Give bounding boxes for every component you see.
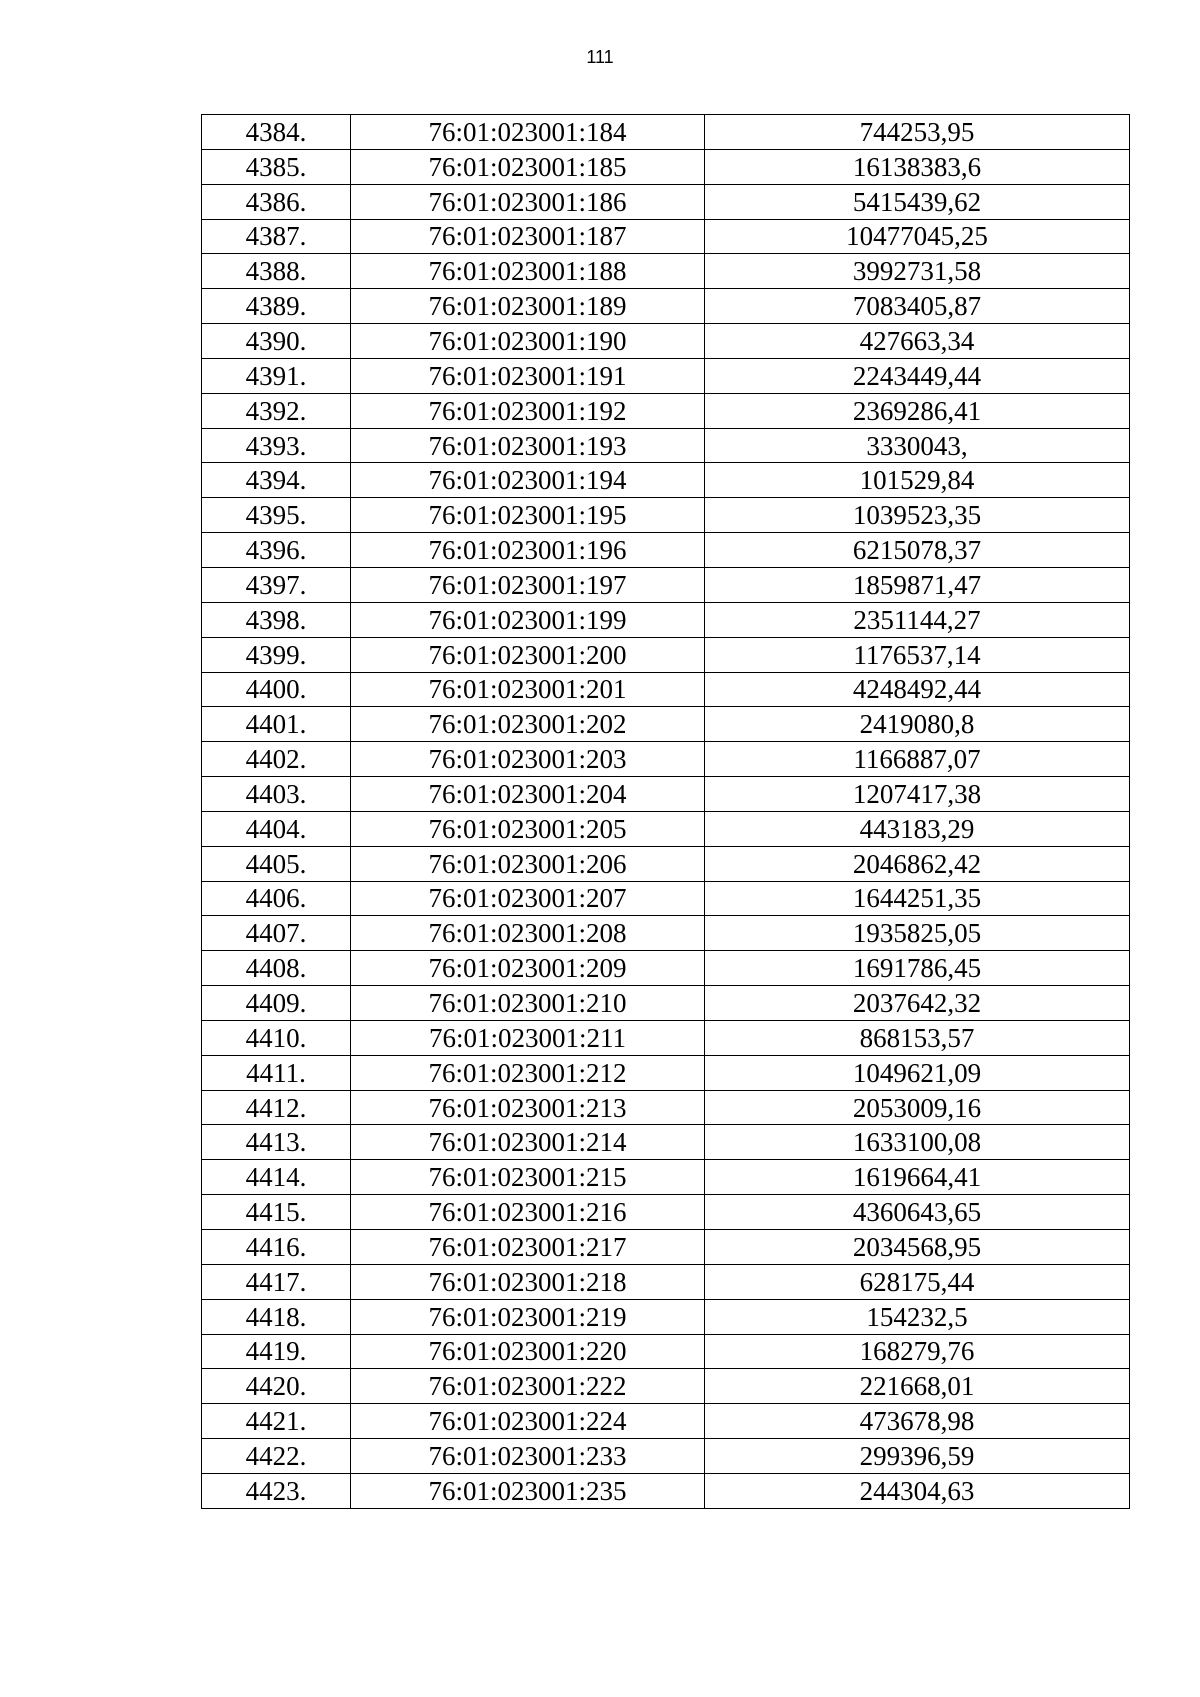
row-number-cell: 4412. [202,1090,351,1125]
table-row [202,846,1130,881]
cadastral-number-cell: 76:01:023001:207 [351,881,705,916]
cadastral-number-cell: 76:01:023001:192 [351,393,705,428]
table-row [202,498,1130,533]
cadastral-value-cell: 1691786,45 [705,951,1130,986]
cadastral-number-cell: 76:01:023001:187 [351,219,705,254]
cadastral-number-cell: 76:01:023001:220 [351,1334,705,1369]
row-number-cell: 4391. [202,358,351,393]
row-number-cell: 4408. [202,951,351,986]
cadastral-number-cell: 76:01:023001:205 [351,811,705,846]
cadastral-value-cell: 2046862,42 [705,846,1130,881]
cadastral-number-cell: 76:01:023001:218 [351,1264,705,1299]
cadastral-number-cell: 76:01:023001:216 [351,1195,705,1230]
cadastral-value-cell: 443183,29 [705,811,1130,846]
table-row [202,986,1130,1021]
row-number-cell: 4392. [202,393,351,428]
cadastral-value-cell: 168279,76 [705,1334,1130,1369]
cadastral-number-cell: 76:01:023001:203 [351,742,705,777]
cadastral-value-cell: 744253,95 [705,115,1130,150]
cadastral-number-cell: 76:01:023001:217 [351,1230,705,1265]
table-row [202,358,1130,393]
table-row [202,149,1130,184]
cadastral-number-cell: 76:01:023001:210 [351,986,705,1021]
cadastral-number-cell: 76:01:023001:201 [351,672,705,707]
table-row [202,324,1130,359]
cadastral-number-cell: 76:01:023001:213 [351,1090,705,1125]
row-number-cell: 4415. [202,1195,351,1230]
cadastral-number-cell: 76:01:023001:196 [351,533,705,568]
cadastral-number-cell: 76:01:023001:224 [351,1404,705,1439]
row-number-cell: 4405. [202,846,351,881]
cadastral-number-cell: 76:01:023001:190 [351,324,705,359]
cadastral-number-cell: 76:01:023001:211 [351,1020,705,1055]
table-row [202,951,1130,986]
cadastral-value-cell: 1207417,38 [705,777,1130,812]
cadastral-number-cell: 76:01:023001:219 [351,1299,705,1334]
page-number: 111 [586,47,614,67]
table-row [202,184,1130,219]
cadastral-value-cell: 1859871,47 [705,567,1130,602]
table-row [202,1020,1130,1055]
cadastral-value-cell: 7083405,87 [705,289,1130,324]
cadastral-value-cell: 1935825,05 [705,916,1130,951]
row-number-cell: 4403. [202,777,351,812]
row-number-cell: 4406. [202,881,351,916]
row-number-cell: 4385. [202,149,351,184]
cadastral-value-table [201,114,1130,1509]
table-row [202,1439,1130,1474]
cadastral-number-cell: 76:01:023001:191 [351,358,705,393]
cadastral-value-cell: 473678,98 [705,1404,1130,1439]
cadastral-number-cell: 76:01:023001:199 [351,602,705,637]
cadastral-number-cell: 76:01:023001:222 [351,1369,705,1404]
row-number-cell: 4396. [202,533,351,568]
cadastral-value-cell: 1633100,08 [705,1125,1130,1160]
row-number-cell: 4417. [202,1264,351,1299]
cadastral-value-cell: 427663,34 [705,324,1130,359]
cadastral-number-cell: 76:01:023001:186 [351,184,705,219]
cadastral-value-cell: 1049621,09 [705,1055,1130,1090]
cadastral-number-cell: 76:01:023001:194 [351,463,705,498]
table-row [202,1055,1130,1090]
row-number-cell: 4393. [202,428,351,463]
cadastral-number-cell: 76:01:023001:195 [351,498,705,533]
row-number-cell: 4409. [202,986,351,1021]
table-row [202,463,1130,498]
table-row [202,1299,1130,1334]
cadastral-number-cell: 76:01:023001:193 [351,428,705,463]
table-row [202,254,1130,289]
table-row [202,777,1130,812]
row-number-cell: 4421. [202,1404,351,1439]
cadastral-number-cell: 76:01:023001:212 [351,1055,705,1090]
cadastral-value-cell: 2369286,41 [705,393,1130,428]
table-row [202,881,1130,916]
cadastral-value-cell: 2243449,44 [705,358,1130,393]
table-row [202,533,1130,568]
cadastral-value-cell: 3992731,58 [705,254,1130,289]
table-row [202,916,1130,951]
table-row [202,428,1130,463]
row-number-cell: 4413. [202,1125,351,1160]
row-number-cell: 4420. [202,1369,351,1404]
cadastral-value-cell: 2351144,27 [705,602,1130,637]
row-number-cell: 4411. [202,1055,351,1090]
table-row [202,115,1130,150]
table-row [202,219,1130,254]
table-row [202,1195,1130,1230]
row-number-cell: 4400. [202,672,351,707]
table-row [202,1264,1130,1299]
row-number-cell: 4397. [202,567,351,602]
cadastral-number-cell: 76:01:023001:184 [351,115,705,150]
table-row [202,672,1130,707]
row-number-cell: 4387. [202,219,351,254]
cadastral-number-cell: 76:01:023001:188 [351,254,705,289]
row-number-cell: 4394. [202,463,351,498]
cadastral-number-cell: 76:01:023001:204 [351,777,705,812]
row-number-cell: 4386. [202,184,351,219]
cadastral-number-cell: 76:01:023001:209 [351,951,705,986]
row-number-cell: 4423. [202,1473,351,1508]
cadastral-number-cell: 76:01:023001:208 [351,916,705,951]
cadastral-value-cell: 1176537,14 [705,637,1130,672]
cadastral-number-cell: 76:01:023001:233 [351,1439,705,1474]
cadastral-value-cell: 628175,44 [705,1264,1130,1299]
table-row [202,637,1130,672]
cadastral-value-cell: 154232,5 [705,1299,1130,1334]
cadastral-value-cell: 1644251,35 [705,881,1130,916]
cadastral-number-cell: 76:01:023001:185 [351,149,705,184]
row-number-cell: 4418. [202,1299,351,1334]
row-number-cell: 4398. [202,602,351,637]
table-row [202,289,1130,324]
row-number-cell: 4389. [202,289,351,324]
row-number-cell: 4399. [202,637,351,672]
row-number-cell: 4384. [202,115,351,150]
cadastral-value-cell: 4248492,44 [705,672,1130,707]
row-number-cell: 4407. [202,916,351,951]
row-number-cell: 4388. [202,254,351,289]
table-row [202,567,1130,602]
cadastral-value-cell: 5415439,62 [705,184,1130,219]
cadastral-value-cell: 1619664,41 [705,1160,1130,1195]
table-row [202,1160,1130,1195]
table-row [202,742,1130,777]
cadastral-value-cell: 3330043, [705,428,1130,463]
table-row [202,707,1130,742]
cadastral-value-cell: 2034568,95 [705,1230,1130,1265]
table-row [202,1334,1130,1369]
cadastral-value-cell: 2419080,8 [705,707,1130,742]
cadastral-number-cell: 76:01:023001:197 [351,567,705,602]
row-number-cell: 4410. [202,1020,351,1055]
table-row [202,1125,1130,1160]
cadastral-number-cell: 76:01:023001:215 [351,1160,705,1195]
table-row [202,1369,1130,1404]
cadastral-number-cell: 76:01:023001:200 [351,637,705,672]
table-row [202,1230,1130,1265]
cadastral-value-cell: 2037642,32 [705,986,1130,1021]
cadastral-value-cell: 299396,59 [705,1439,1130,1474]
row-number-cell: 4401. [202,707,351,742]
row-number-cell: 4416. [202,1230,351,1265]
row-number-cell: 4404. [202,811,351,846]
row-number-cell: 4414. [202,1160,351,1195]
cadastral-value-cell: 1166887,07 [705,742,1130,777]
cadastral-value-cell: 221668,01 [705,1369,1130,1404]
cadastral-value-cell: 2053009,16 [705,1090,1130,1125]
row-number-cell: 4390. [202,324,351,359]
row-number-cell: 4419. [202,1334,351,1369]
cadastral-value-cell: 1039523,35 [705,498,1130,533]
cadastral-value-cell: 10477045,25 [705,219,1130,254]
table-row [202,602,1130,637]
cadastral-value-cell: 16138383,6 [705,149,1130,184]
table-row [202,1473,1130,1508]
cadastral-value-cell: 6215078,37 [705,533,1130,568]
cadastral-number-cell: 76:01:023001:206 [351,846,705,881]
cadastral-number-cell: 76:01:023001:202 [351,707,705,742]
cadastral-value-cell: 4360643,65 [705,1195,1130,1230]
cadastral-number-cell: 76:01:023001:214 [351,1125,705,1160]
row-number-cell: 4402. [202,742,351,777]
cadastral-number-cell: 76:01:023001:235 [351,1473,705,1508]
table-row [202,1090,1130,1125]
cadastral-value-cell: 244304,63 [705,1473,1130,1508]
cadastral-value-cell: 101529,84 [705,463,1130,498]
row-number-cell: 4395. [202,498,351,533]
cadastral-number-cell: 76:01:023001:189 [351,289,705,324]
row-number-cell: 4422. [202,1439,351,1474]
table-row [202,811,1130,846]
table-row [202,393,1130,428]
table-body [202,115,1130,1509]
cadastral-value-cell: 868153,57 [705,1020,1130,1055]
table-row [202,1404,1130,1439]
